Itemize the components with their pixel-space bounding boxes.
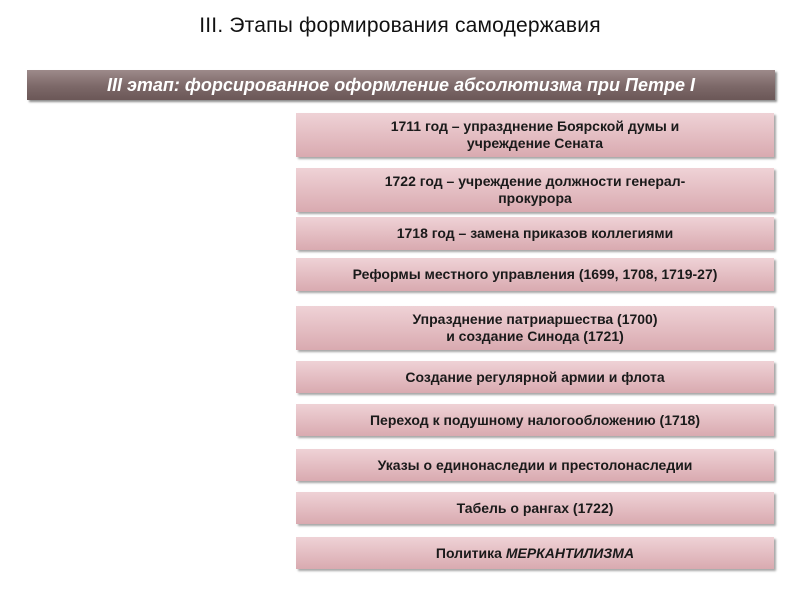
reform-item-local-government [296,258,774,291]
reform-line: Переход к подушному налогообложению (1718) [369,411,701,428]
reform-line: Указы о единонаследии и престолонаследии [377,456,693,473]
reform-item-army-navy [296,361,774,393]
stage-banner: III этап: форсированное оформление абсолютизма при Петре I [27,70,775,100]
reform-item-mercantilism [296,537,774,569]
reform-line: 1722 год – учреждение должности генерал- [384,173,686,189]
reform-line: и создание Синода (1721) [446,328,624,344]
reform-line: Создание регулярной армии и флота [405,368,665,385]
reform-line: 1711 год – упразднение Боярской думы и [390,118,680,134]
reform-prefix: Политика [435,544,506,561]
reform-item-succession [296,449,774,481]
reform-line: прокурора [498,190,572,206]
reform-line: Упразднение патриаршества (1700) [412,311,658,327]
reform-item-prosecutor [296,168,774,212]
reform-line: 1718 год – замена приказов коллегиями [396,225,674,241]
reform-emphasis: МЕРКАНТИЛИЗМА [505,544,635,561]
reform-item-table-of-ranks [296,492,774,524]
reform-line: Реформы местного управления (1699, 1708, 1719-27) [352,266,718,282]
reform-line: Табель о рангах (1722) [456,499,614,516]
reform-item-synod [296,306,774,350]
reform-line: учреждение Сената [466,135,604,151]
reform-item-poll-tax [296,404,774,436]
reform-item-boyar-duma [296,113,774,157]
reform-item-collegia [296,217,774,250]
page-title: III. Этапы формирования самодержавия [199,14,601,37]
